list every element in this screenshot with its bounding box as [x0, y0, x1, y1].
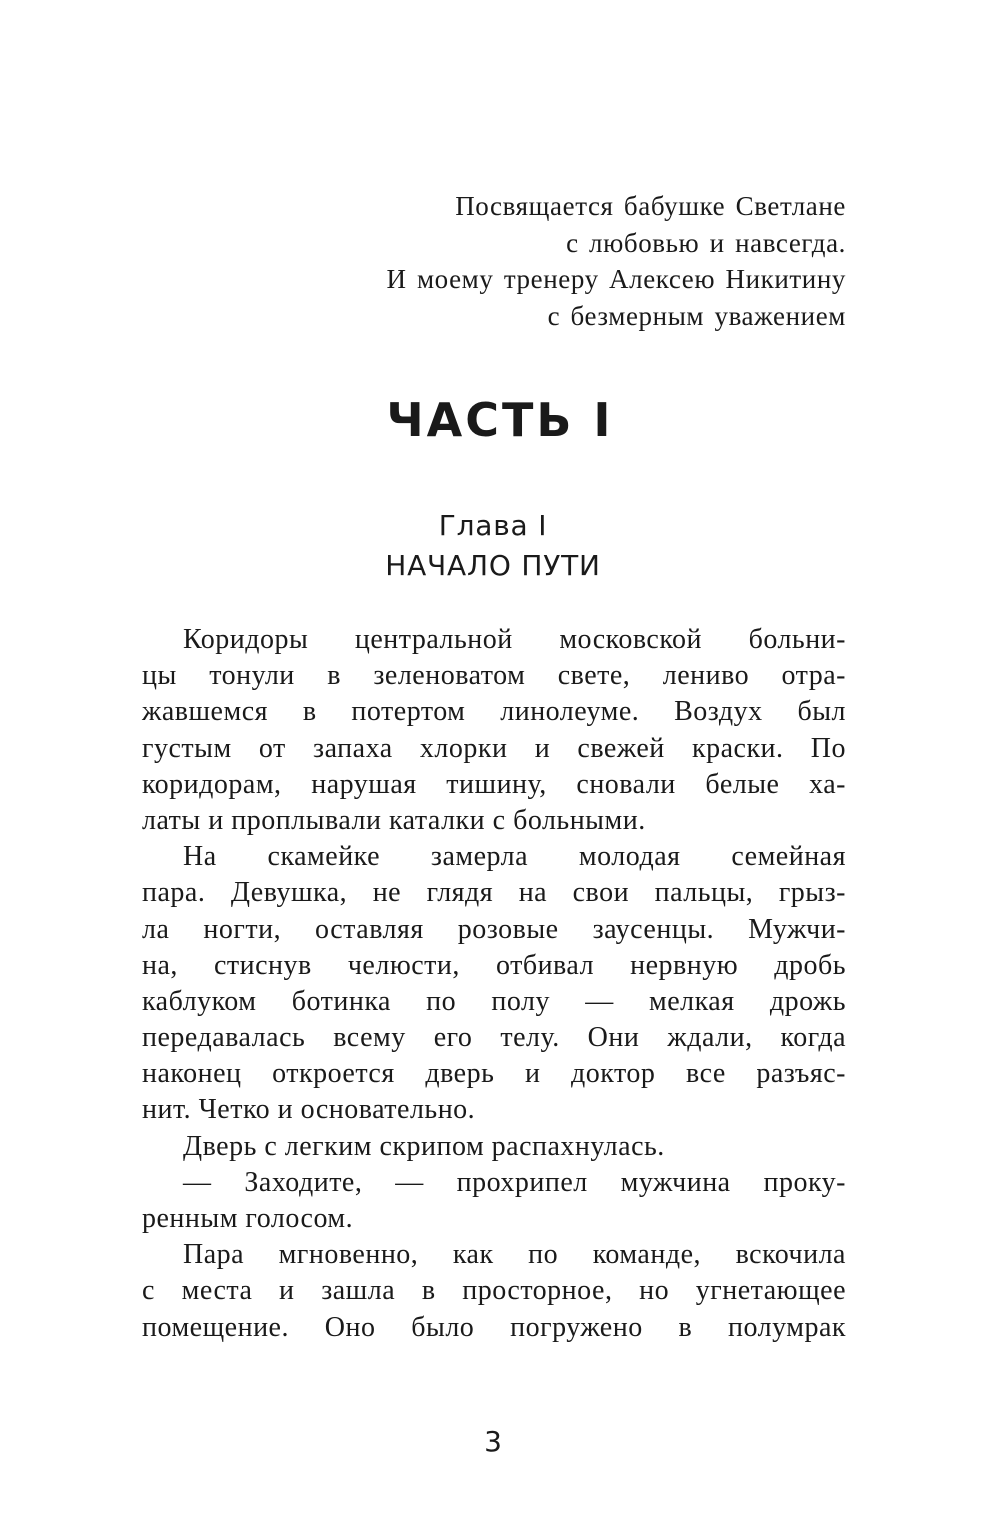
dedication	[150, 188, 846, 334]
text-line: помещение. Оно было погружено в полумрак	[142, 1311, 846, 1343]
text-line: жавшемся в потертом линолеуме. Воздух был	[142, 696, 846, 728]
text-line: на, стиснув челюсти, отбивал нервную дробь	[142, 949, 846, 981]
text-line: Коридоры центральной московской больни-	[183, 624, 846, 655]
text-line: передавалась всему его телу. Они ждали, когда	[142, 1022, 846, 1054]
text-line: коридорам, нарушая тишину, сновали белые ха-	[142, 768, 846, 800]
text-line: — Заходите, — прохрипел мужчина проку-	[183, 1166, 846, 1198]
chapter-number: Глава I	[438, 509, 548, 542]
text-line: Дверь с легким скрипом распахнулась.	[183, 1130, 665, 1162]
dedication-line: Посвящается бабушке Светлане	[455, 191, 846, 221]
text-line: ла ногти, оставляя розовые заусенцы. Мужчи-	[142, 913, 846, 945]
text-line: нит. Четко и основательно.	[142, 1094, 476, 1126]
page-number: 3	[484, 1425, 502, 1458]
part-title: ЧАСТЬ I	[386, 393, 614, 447]
text-line: каблуком ботинка по полу — мелкая дрожь	[142, 985, 846, 1017]
chapter-title: НАЧАЛО ПУТИ	[385, 549, 601, 582]
text-line: латы и проплывали каталки с больными.	[142, 804, 646, 836]
text-line: На скамейке замерла молодая семейная	[183, 841, 846, 873]
text-line: с места и зашла в просторное, но угнетающее	[142, 1275, 846, 1307]
dedication-line: с любовью и навсегда.	[566, 227, 846, 258]
dedication-line: И моему тренеру Алексею Никитину	[386, 264, 846, 294]
text-line: цы тонули в зеленоватом свете, лениво отра-	[142, 660, 846, 692]
text-line: наконец откроется дверь и доктор все разъяс-	[142, 1058, 846, 1090]
text-line: ренным голосом.	[142, 1203, 354, 1234]
body-text	[142, 622, 846, 1346]
chapter-heading	[0, 506, 986, 586]
text-line: Пара мгновенно, как по команде, вскочила	[183, 1239, 846, 1271]
text-line: пара. Девушка, не глядя на свои пальцы, грыз-	[142, 877, 846, 909]
text-line: густым от запаха хлорки и свежей краски. По	[142, 732, 846, 764]
dedication-line: с безмерным уважением	[547, 300, 846, 331]
